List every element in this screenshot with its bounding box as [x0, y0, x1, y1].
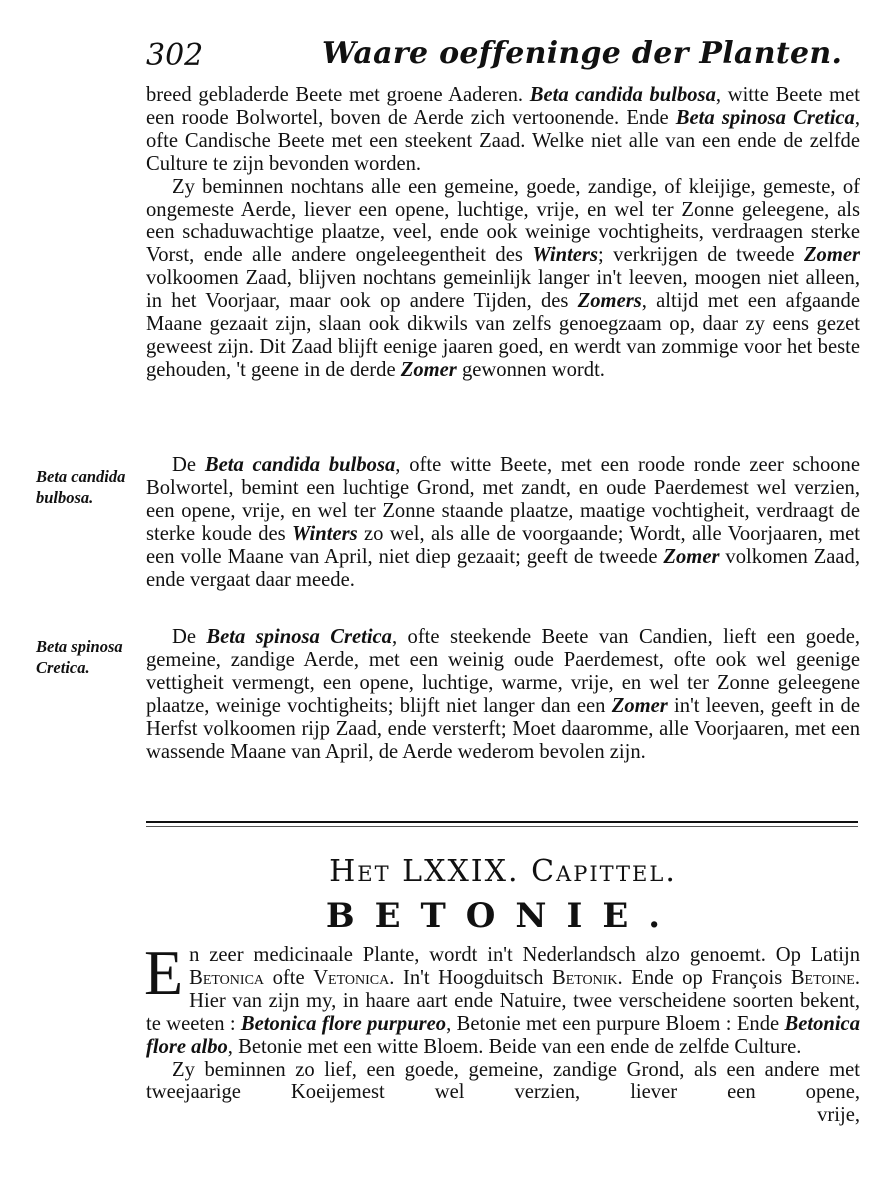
latin-name: Beta candida bulbosa — [529, 84, 716, 106]
latin-name: Zomer — [611, 694, 668, 717]
margin-note-beta-spinosa: Beta spinosa Cretica. — [36, 637, 123, 677]
margin-note-beta-candida: Beta candida bulbosa. — [36, 467, 126, 507]
section-divider — [146, 821, 858, 823]
intro-text — [146, 84, 860, 382]
latin-name: Betonica flore albo — [146, 1012, 860, 1058]
latin-name: Zomer — [400, 358, 457, 381]
chapter-title: BETONIE. — [325, 896, 681, 936]
betonie-text — [144, 937, 860, 1127]
catchword: vrije, — [817, 1104, 860, 1127]
intro-paragraph-1: breed gebladerde Beete met groene Aaderen. Beta candida bulbosa, witte Beete met een roode Bolwortel, boven de Aerde zich vertoonende. Ende Beta spinosa Cretica, ofte Candische Beete met een steekent Zaad. Welke niet alle van een ende de zelfde Culture te zijn bevonden worden. — [146, 84, 861, 175]
intro-paragraph-2: Zy beminnen nochtans alle een gemeine, goede, zandige, of kleijige, gemeste, of ongemeste Aerde, liever een opene, luchtige, vrije, en wel ter Zonne geleegene, als een schaduwachtige plaatze, veel, ende ook weinige vochtigheits, verdraagen sterke Vorst, ende alle andere ongeleegentheit des Winters; verkrijgen de tweede Zomer volkoomen Zaad, blijven nochtans gemeinlijk langer in't leeven, moogen niet alleen, in het Voorjaar, maar ook op andere Tijden, des Zomers, altijd met een afgaande Maane gezaait zijn, slaan ook dikwils van zelfs genoegzaam op, daar zy eens gezet geweest zijn. Dit Zaad blijft eenige jaaren goed, en werdt van zommige voor het beste gehouden, 't geene in de derde Zomer gewonnen wordt. — [146, 175, 860, 381]
running-title: Waare oeffeninge der Planten. — [322, 36, 843, 71]
betonie-paragraph-2: Zy beminnen zo lief, een goede, gemeine, zandige Grond, als een andere met tweejaarige Koeijemest wel verzien, liever een opene, — [146, 1058, 860, 1104]
latin-name: Zomer — [803, 244, 860, 267]
page-header — [146, 34, 856, 82]
latin-name: Zomers — [577, 290, 642, 313]
betonie-paragraph-1: En zeer medicinaale Plante, wordt in't Nederlandsch alzo genoemt. Op Latijn Betonica ofte Vetonica. In't Hoogduitsch Betonik. Ende op François Betoine. Hier van zijn my, in haare aart ende Natuire, twee verscheidene soorten bekent, te weeten : Betonica flore purpureo, Betonie met een purpure Bloem : Ende Betonica flore albo, Betonie met een witte Bloem. Beide van een ende de zelfde Culture. — [144, 937, 860, 1058]
entry-beta-candida: De Beta candida bulbosa, ofte witte Beete, met een roode ronde zeer schoone Bolwortel, bemint een luchtige Grond, met zandt, en oude Paerdemest wel verzien, een opene, vrije, en wel ter Zonne staande plaatze, maatige vochtigheit, verdraagt de sterke koude des Winters zo wel, als alle de voorgaande; Wordt, alle Voorjaaren, met een volle Maane van April, niet diep gezaait; geeft de tweede Zomer volkomen Zaad, ende vergaat daar meede. — [146, 454, 861, 591]
latin-name: Winters — [292, 522, 358, 545]
latin-name: Beta spinosa Cretica — [675, 106, 855, 129]
latin-name: Betonica flore purpureo — [240, 1012, 447, 1035]
latin-name: Zomer — [663, 545, 720, 568]
latin-name: Winters — [532, 244, 598, 267]
drop-cap: E — [144, 937, 184, 1008]
latin-name: Beta spinosa Cretica — [206, 626, 392, 648]
section-divider-shadow — [146, 826, 858, 827]
latin-name: Beta candida bulbosa — [204, 454, 396, 476]
page-number: 302 — [146, 38, 204, 73]
chapter-heading: Het LXXIX. Capittel. — [329, 854, 677, 889]
entry-beta-spinosa: De Beta spinosa Cretica, ofte steekende Beete van Candien, lieft een goede, gemeine, zandige Aerde, met een weinig oude Paerdemest, ofte ook wel geenige vettigheit vermengt, een opene, luchtige, warme, vrije, en wel ter Zonne geleegene plaatze, weinige vochtigheits; blijft niet langer dan een Zomer in't leeven, geeft in de Herfst volkoomen rijp Zaad, ende versterft; Moet daaromme, alle Voorjaaren, met een wassende Maane van April, de Aerde wederom bevolen zijn. — [146, 626, 860, 763]
